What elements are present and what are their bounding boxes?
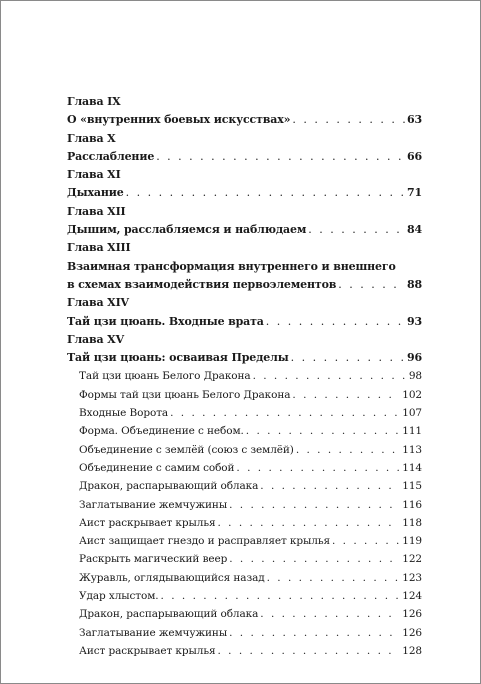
page-number: 107: [402, 407, 422, 420]
entry-title: Расслабление: [67, 149, 155, 163]
dot-leader: [161, 587, 401, 605]
page-number: 63: [406, 113, 422, 127]
subentry-title: Заглатывание жемчужины: [79, 498, 228, 511]
page-number: 124: [402, 590, 422, 603]
entry-title: Дыхание: [67, 186, 124, 200]
toc-subentry[interactable]: [67, 550, 422, 568]
subentry-title: Форма. Объединение с небом.: [79, 425, 244, 438]
page-number: 98: [408, 370, 422, 383]
page-number: 111: [402, 425, 422, 438]
chapter-heading: [67, 331, 422, 349]
subentry-title: Журавль, оглядывающийся назад: [79, 571, 265, 584]
subentry-title: Дракон, распарывающий облака: [79, 480, 259, 493]
page-number: 114: [402, 461, 422, 474]
dot-leader: [246, 422, 400, 440]
page-number: 102: [402, 388, 422, 401]
toc-subentry[interactable]: [67, 422, 422, 440]
dot-leader: [170, 404, 400, 422]
dot-leader: [338, 276, 405, 294]
toc-subentry[interactable]: [67, 367, 422, 385]
dot-leader: [253, 367, 407, 385]
chapter-label: Глава IX: [67, 95, 121, 108]
toc-entry[interactable]: [67, 313, 422, 331]
subentry-title: Объединение с землёй (союз с землёй): [79, 443, 294, 456]
toc-subentry[interactable]: [67, 642, 422, 660]
subentry-title: Входные Ворота: [79, 407, 169, 420]
dot-leader: [156, 148, 405, 166]
subentry-title: Заглатывание жемчужины: [79, 626, 228, 639]
page-number: 71: [406, 186, 422, 200]
dot-leader: [217, 514, 400, 532]
toc-subentry[interactable]: [67, 459, 422, 477]
toc-entry[interactable]: [67, 111, 422, 129]
page-number: 115: [402, 480, 422, 493]
page-number: 88: [406, 277, 422, 291]
entry-title: Тай цзи цюань: осваивая Пределы: [67, 351, 289, 365]
chapter-heading: [67, 166, 422, 184]
dot-leader: [292, 386, 400, 404]
dot-leader: [217, 642, 400, 660]
subentry-title: Удар хлыстом.: [79, 590, 159, 603]
subentry-title: Аист раскрывает крылья: [79, 516, 216, 529]
toc-subentry[interactable]: [67, 514, 422, 532]
subentry-title: Формы тай цзи цюань Белого Дракона: [79, 388, 291, 401]
dot-leader: [308, 221, 405, 239]
toc-entry[interactable]: [67, 184, 422, 202]
dot-leader: [229, 624, 400, 642]
chapter-heading: [67, 203, 422, 221]
toc-entry[interactable]: [67, 349, 422, 367]
chapter-label: Глава XIII: [67, 241, 131, 255]
toc-subentry[interactable]: [67, 624, 422, 642]
subentry-title: Аист защищает гнездо и расправляет крылья: [79, 535, 330, 548]
toc-entry[interactable]: [67, 276, 422, 294]
dot-leader: [291, 349, 405, 367]
entry-title-line: [67, 258, 422, 276]
dot-leader: [229, 550, 400, 568]
entry-title: Взаимная трансформация внутреннего и внешнего: [67, 259, 396, 273]
subentry-title: Дракон, распарывающий облака: [79, 608, 259, 621]
page-number: 66: [406, 149, 422, 163]
page-number: 93: [406, 314, 422, 328]
subentry-title: Аист раскрывает крылья: [79, 644, 216, 657]
chapter-label: Глава XI: [67, 168, 121, 182]
chapter-heading: [67, 239, 422, 257]
chapter-label: Глава XIV: [67, 296, 129, 310]
chapter-label: Глава XV: [67, 332, 124, 346]
dot-leader: [292, 111, 405, 129]
toc-entry[interactable]: [67, 221, 422, 239]
toc-subentry[interactable]: [67, 441, 422, 459]
page-number: 116: [402, 498, 422, 511]
dot-leader: [296, 441, 400, 459]
toc-subentry[interactable]: [67, 587, 422, 605]
toc-subentry[interactable]: [67, 532, 422, 550]
dot-leader: [267, 569, 401, 587]
dot-leader: [229, 496, 400, 514]
page-number: 126: [402, 626, 422, 639]
page-number: 122: [402, 553, 422, 566]
subentry-title: Объединение с самим собой: [79, 461, 235, 474]
chapter-label: Глава XII: [67, 204, 126, 218]
toc-subentry[interactable]: [67, 404, 422, 422]
toc-entry[interactable]: [67, 148, 422, 166]
dot-leader: [260, 477, 400, 495]
subentry-title: Раскрыть магический веер: [79, 553, 228, 566]
toc-subentry[interactable]: [67, 496, 422, 514]
chapter-heading: [67, 93, 422, 111]
subentry-title: Тай цзи цюань Белого Дракона: [79, 370, 251, 383]
entry-title: Тай цзи цюань. Входные врата: [67, 314, 264, 328]
entry-title: О «внутренних боевых искусствах»: [67, 113, 291, 127]
dot-leader: [126, 184, 405, 202]
chapter-heading: [67, 130, 422, 148]
page-number: 118: [402, 516, 422, 529]
entry-title: Дышим, расслабляемся и наблюдаем: [67, 223, 307, 237]
dot-leader: [332, 532, 400, 550]
toc-subentry[interactable]: [67, 569, 422, 587]
chapter-label: Глава X: [67, 131, 116, 145]
page-number: 113: [402, 443, 422, 456]
page-number: 96: [406, 351, 422, 365]
page-number: 126: [402, 608, 422, 621]
dot-leader: [266, 313, 405, 331]
entry-title: в схемах взаимодействия первоэлементов: [67, 277, 337, 291]
page-number: 119: [402, 535, 422, 548]
toc-subentry[interactable]: [67, 477, 422, 495]
page-number: 128: [402, 644, 422, 657]
toc-subentry[interactable]: [67, 386, 422, 404]
page-number: 123: [402, 571, 422, 584]
dot-leader: [260, 605, 400, 623]
toc-subentry[interactable]: [67, 605, 422, 623]
chapter-heading: [67, 294, 422, 312]
dot-leader: [236, 459, 400, 477]
table-of-contents: [67, 93, 422, 660]
page-number: 84: [406, 223, 422, 237]
